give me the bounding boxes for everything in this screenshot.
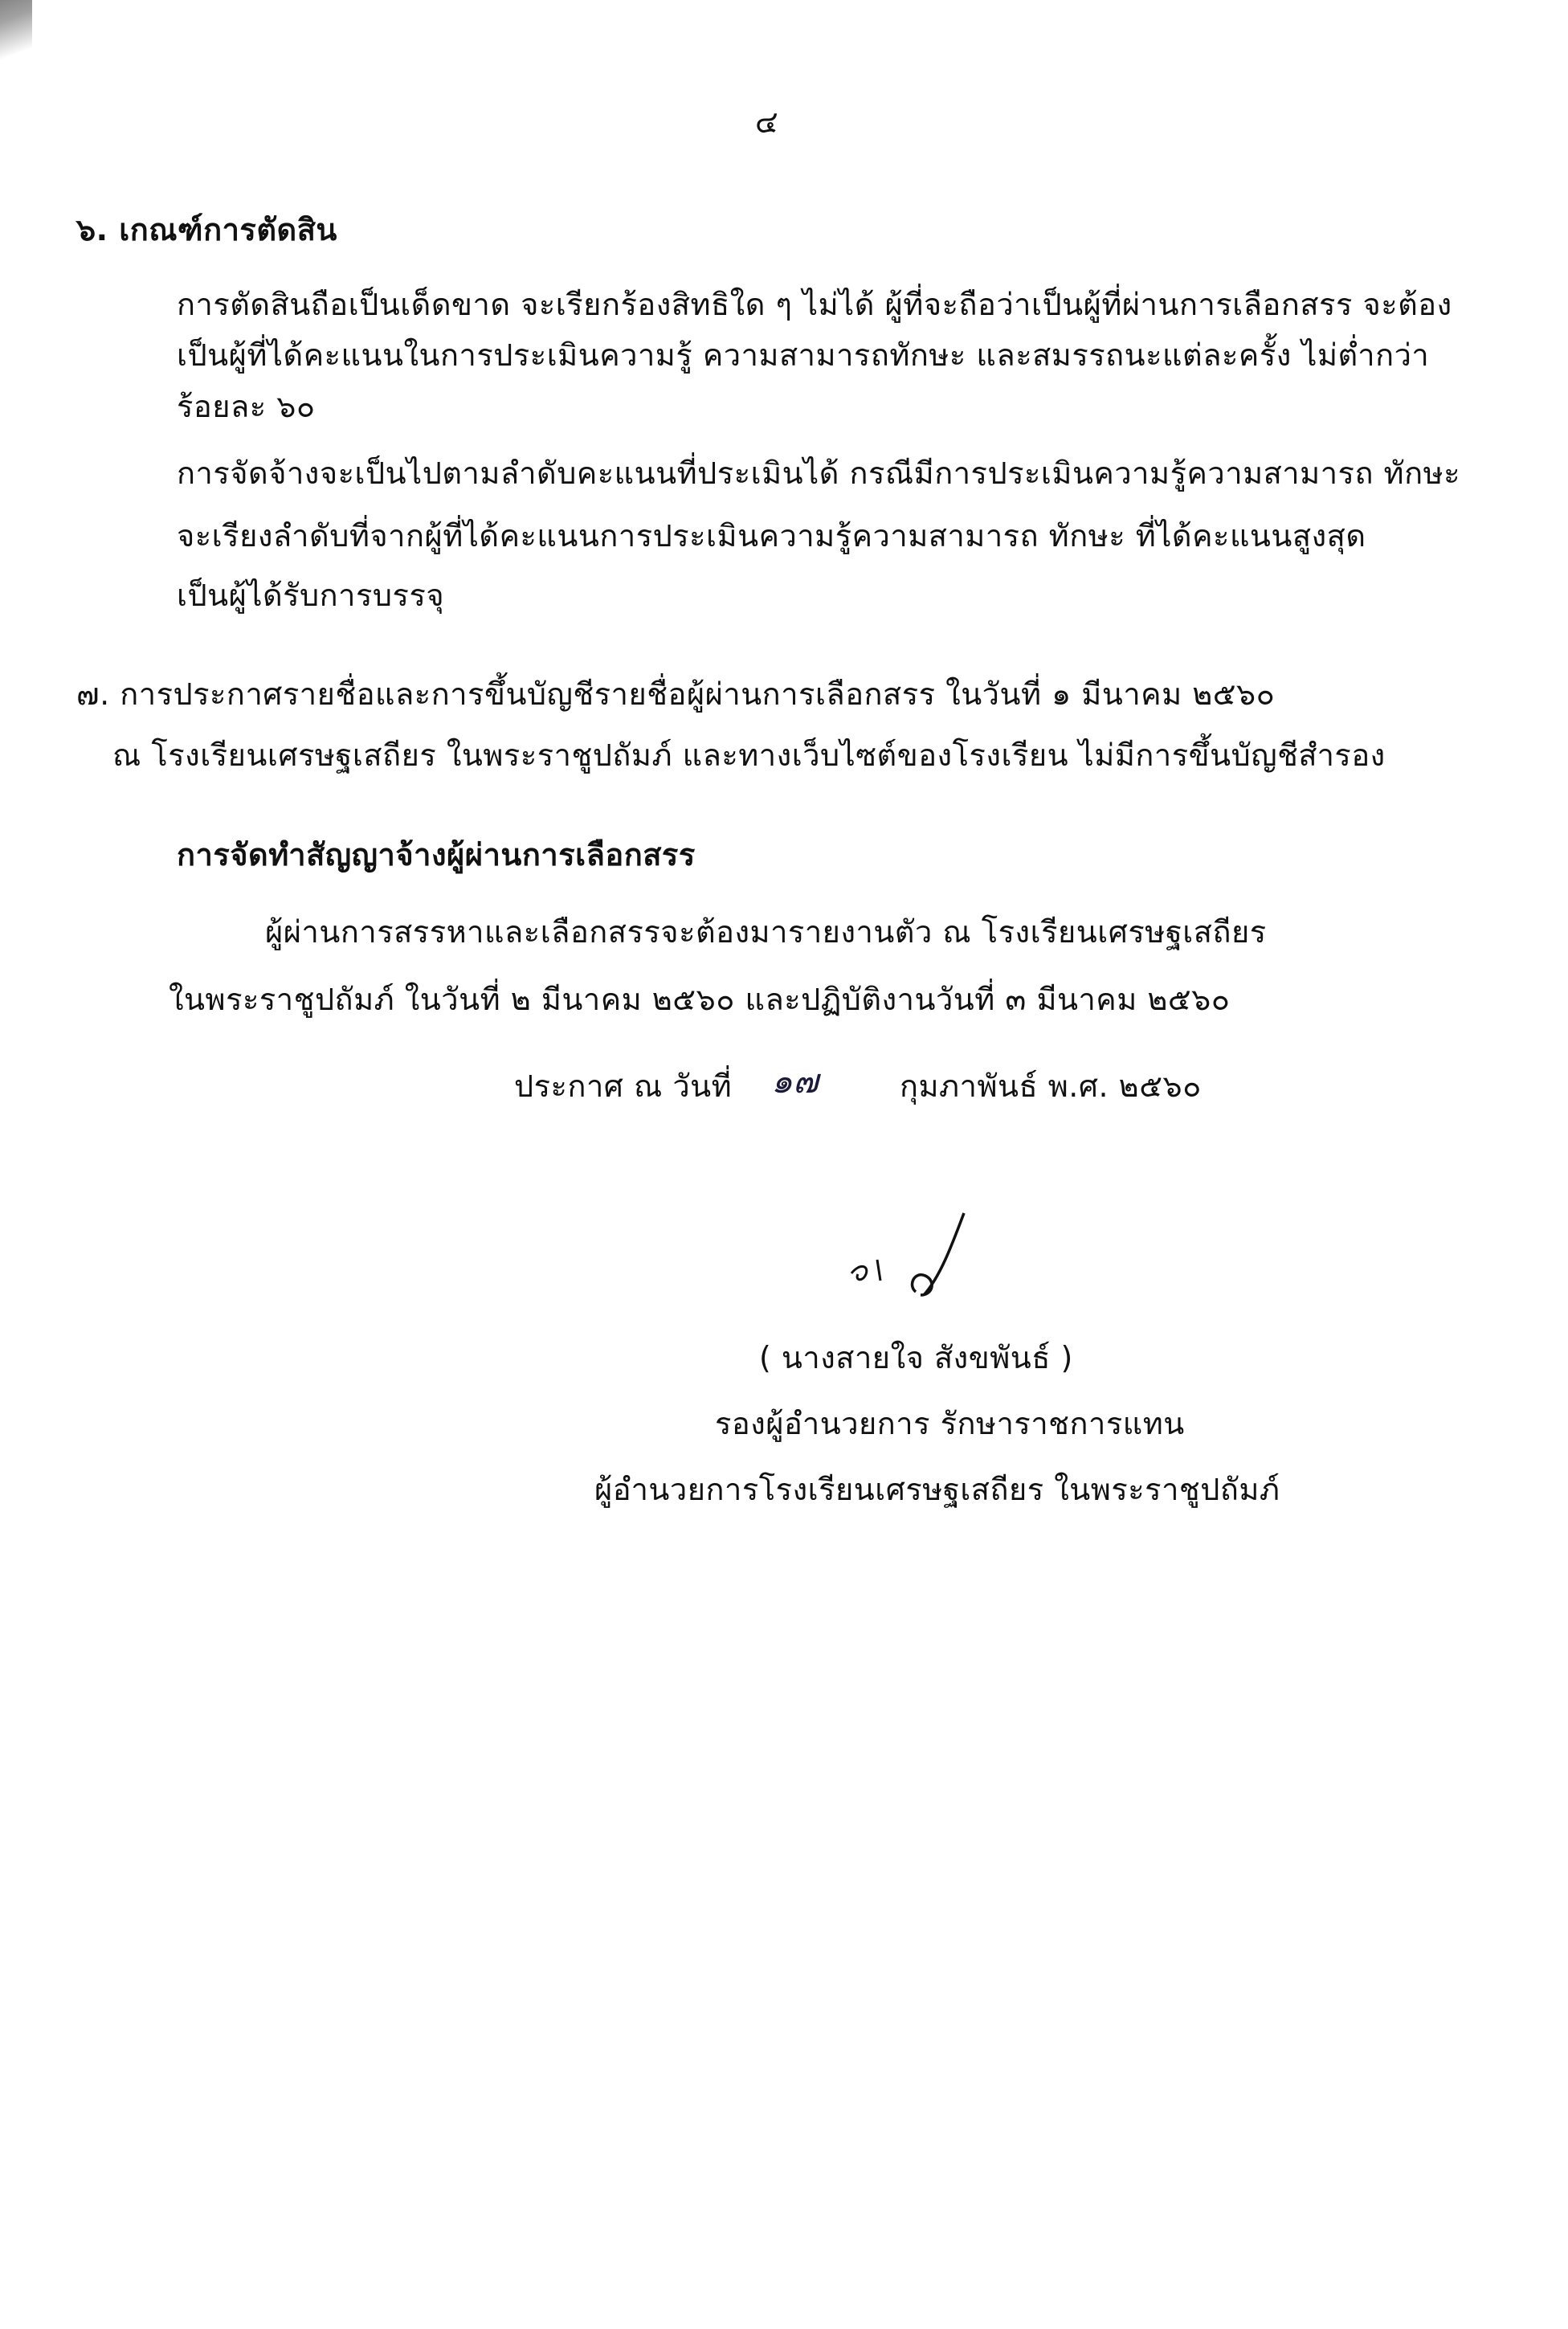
section6-line-2: เป็นผู้ที่ได้คะแนนในการประเมินความรู้ ความสามารถทักษะ และสมรรถนะแต่ละครั้ง ไม่ต่ำกว่า (177, 337, 1430, 373)
signatory-position-2: ผู้อำนวยการโรงเรียนเศรษฐเสถียร ในพระราชูปถัมภ์ (594, 1472, 1280, 1507)
section7-line-2: ณ โรงเรียนเศรษฐเสถียร ในพระราชูปถัมภ์ และทางเว็บไซต์ของโรงเรียน ไม่มีการขึ้นบัญชีสำรอง (112, 738, 1386, 773)
section6-line-4: การจัดจ้างจะเป็นไปตามลำดับคะแนนที่ประเมินได้ กรณีมีการประเมินความรู้ความสามารถ ทักษะ (177, 456, 1461, 491)
section6-line-6: เป็นผู้ได้รับการบรรจุ (177, 578, 445, 613)
announce-day-handwritten: ๑๗ (771, 1061, 819, 1101)
signatory-position-1: รองผู้อำนวยการ รักษาราชการแทน (715, 1406, 1185, 1441)
contract-heading: การจัดทำสัญญาจ้างผู้ผ่านการเลือกสรร (177, 837, 696, 872)
section6-line-1: การตัดสินถือเป็นเด็ดขาด จะเรียกร้องสิทธิใด ๆ ไม่ได้ ผู้ที่จะถือว่าเป็นผู้ที่ผ่านการเลือกสรร จะต้อง (177, 287, 1452, 322)
announce-month-year: กุมภาพันธ์ พ.ศ. ๒๕๖๐ (900, 1068, 1202, 1104)
announce-prefix: ประกาศ ณ วันที่ (514, 1068, 733, 1104)
section6-line-3: ร้อยละ ๖๐ (177, 389, 316, 424)
scan-edge-shadow (0, 0, 32, 88)
contract-line-2: ในพระราชูปถัมภ์ ในวันที่ ๒ มีนาคม ๒๕๖๐ และปฏิบัติงานวันที่ ๓ มีนาคม ๒๕๖๐ (169, 982, 1231, 1017)
contract-line-1: ผู้ผ่านการสรรหาและเลือกสรรจะต้องมารายงานตัว ณ โรงเรียนเศรษฐเสถียร (265, 914, 1267, 950)
signatory-name: ( นางสายใจ สังขพันธ์ ) (759, 1340, 1073, 1375)
section7-line-1: ๗. การประกาศรายชื่อและการขึ้นบัญชีรายชื่อผู้ผ่านการเลือกสรร ในวันที่ ๑ มีนาคม ๒๕๖๐ (76, 676, 1276, 712)
signature (843, 1197, 1004, 1301)
page-number: ๔ (755, 104, 779, 140)
section6-heading: ๖. เกณฑ์การตัดสิน (76, 212, 337, 247)
section6-line-5: จะเรียงลำดับที่จากผู้ที่ได้คะแนนการประเมินความรู้ความสามารถ ทักษะ ที่ได้คะแนนสูงสุด (177, 518, 1366, 554)
